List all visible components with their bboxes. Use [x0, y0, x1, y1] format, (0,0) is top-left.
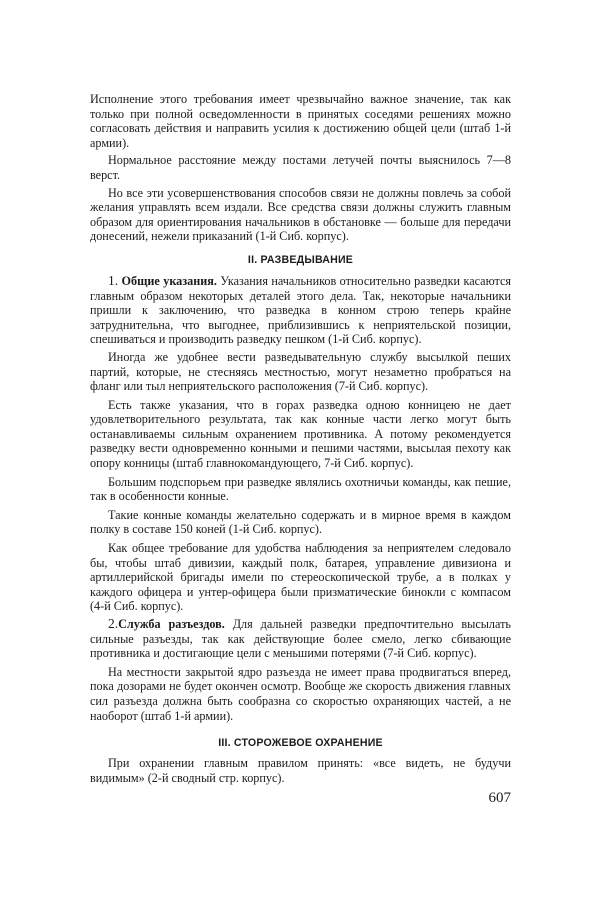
subsection-number: 2.: [108, 616, 119, 631]
subsection-title: Служба разъездов.: [118, 617, 225, 631]
subsection-general-instructions: [90, 274, 511, 347]
paragraph: На местности закрытой ядро разъезда не имеет права продвигаться вперед, пока дозорами не будет окончен осмотр. Вообще же скорость движения главных сил разъезда должна быть сообразна со скоростью охраняющих частей, а не наоборот (штаб 1-й армии).: [90, 664, 511, 723]
page-body: [90, 92, 511, 785]
subsection-text: Для дальней разведки предпочтительно высылать сильные разъезды, так как действующие более смело, легко сбивающие противника и достигающие цели с меньшими потерями (7-й Сиб. корпус).: [90, 617, 511, 661]
paragraph: При охранении главным правилом принять: «все видеть, не будучи видимым» (2-й сводный стр. корпус).: [90, 756, 511, 785]
section-heading-outpost-guard: III. СТОРОЖЕВОЕ ОХРАНЕНИЕ: [218, 737, 383, 750]
paragraph: Иногда же удобнее вести разведывательную службу высылкой пеших партий, которые, не стесняясь местностью, могут незаметно пробраться на фланг или тыл неприятельского расположения (7-й Сиб. корпус).: [90, 349, 511, 394]
subsection-number: 1.: [108, 272, 119, 288]
paragraph: Но все эти усовершенствования способов связи не должны повлечь за собой желания управлять всем издали. Все средства связи должны служить главным образом для ориентирования начальников в обстановке — больше для передачи донесений, нежели приказаний (1-й Сиб. корпус).: [90, 185, 511, 244]
paragraph: Большим подспорьем при разведке являлись охотничьи команды, как пешие, так в особенности конные.: [90, 474, 511, 504]
paragraph: Исполнение этого требования имеет чрезвычайно важное значение, так как только при полной осведомленности в принятых соседями решениях можно согласовать действия и направить усилия к достижению общей цели (штаб 1-й армии).: [90, 92, 511, 150]
paragraph: Нормальное расстояние между постами летучей почты выяснилось 7—8 верст.: [90, 153, 511, 182]
paragraph: Есть также указания, что в горах разведка одною конницею не дает удовлетворительного результата, так как конные части легко могут быть останавливаемы сильным охранением противника. А потому рекомендуется разведку вести одновременно конными и пешими частями, высылая пехоту как опору конницы (штаб главнокомандующего, 7-й Сиб. корпус).: [90, 397, 511, 471]
paragraph: Такие конные команды желательно содержать и в мирное время в каждом полку в составе 150 коней (1-й Сиб. корпус).: [90, 507, 511, 537]
subsection-title: Общие указания.: [121, 273, 217, 288]
page-number: 607: [488, 790, 511, 806]
subsection-patrol-service: [90, 617, 511, 661]
paragraph: Как общее требование для удобства наблюдения за неприятелем следовало бы, чтобы штаб дивизии, каждый полк, батарея, управление дивизиона и артиллерийской бригады имели по стереоскопической трубе, а в полках у каждого офицера и унтер-офицера были призматические бинокли с компасом (4-й Сиб. корпус).: [90, 541, 511, 614]
subsection-text: Указания начальников относительно разведки касаются главным образом некоторых деталей этого дела. Так, некоторые начальники пришли к заключению, что разведка в конном строю теперь крайне затруднительна, что выгоднее, приблизившись к неприятельской позиции, спешиваться и производить разведку пешком (1-й Сиб. корпус).: [90, 273, 512, 347]
section-heading-reconnaissance: II. РАЗВЕДЫВАНИЕ: [247, 253, 354, 266]
